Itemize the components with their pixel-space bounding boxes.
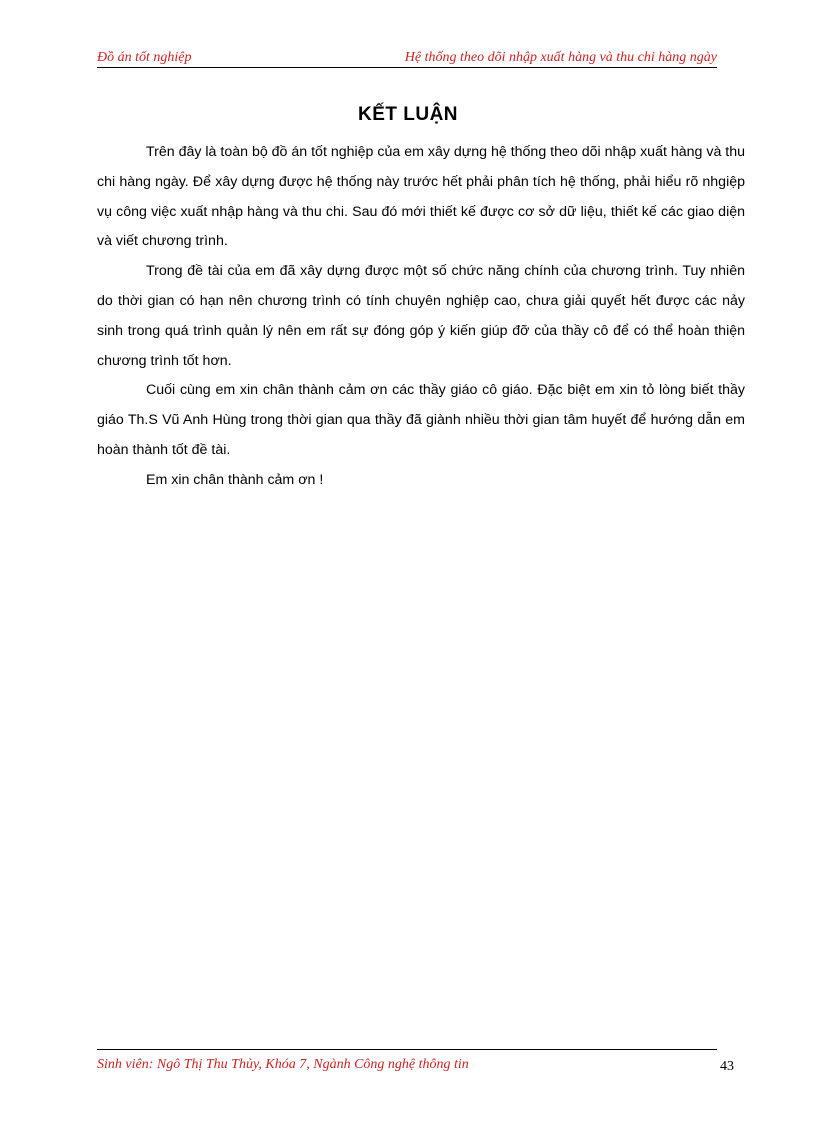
body-content [97,138,745,496]
page-header [97,50,717,70]
paragraph: Trong đề tài của em đã xây dựng được một số chức năng chính của chương trình. Tuy nhiên do thời gian có hạn nên chương trình có tính chuyên nghiệp cao, chưa giải quyết hết được các nảy sinh trong quá trình quản lý nên em rất sự đóng góp ý kiến giúp đỡ của thầy cô để có thể hoàn thiện chương trình tốt hơn. [97,263,745,369]
header-right-text: Hệ thống theo dõi nhập xuất hàng và thu chi hàng ngày [404,50,717,65]
header-divider [97,67,717,68]
paragraph: Cuối cùng em xin chân thành cảm ơn các thầy giáo cô giáo. Đặc biệt em xin tỏ lòng biết thầy giáo Th.S Vũ Anh Hùng trong thời gian qua thầy đã giành nhiều thời gian tâm huyết để hướng dẫn em hoàn thành tốt đề tài. [97,382,745,458]
page-title: KẾT LUẬN [357,104,459,125]
footer-student-info: Sinh viên: Ngô Thị Thu Thủy, Khóa 7, Ngành Công nghệ thông tin [97,1057,469,1072]
page-number: 43 [720,1059,734,1074]
header-left-text: Đồ án tốt nghiệp [97,50,192,65]
footer-divider [97,1049,717,1050]
paragraph: Em xin chân thành cảm ơn ! [146,471,324,488]
paragraph: Trên đây là toàn bộ đồ án tốt nghiệp của em xây dựng hệ thống theo dõi nhập xuất hàng và thu chi hàng ngày. Để xây dựng được hệ thống này trước hết phải phân tích hệ thống, phải hiểu rõ nhgiệp vụ công việc xuất nhập hàng và thu chi. Sau đó mới thiết kế được cơ sở dữ liệu, thiết kế các giao diện và viết chương trình. [97,144,745,250]
